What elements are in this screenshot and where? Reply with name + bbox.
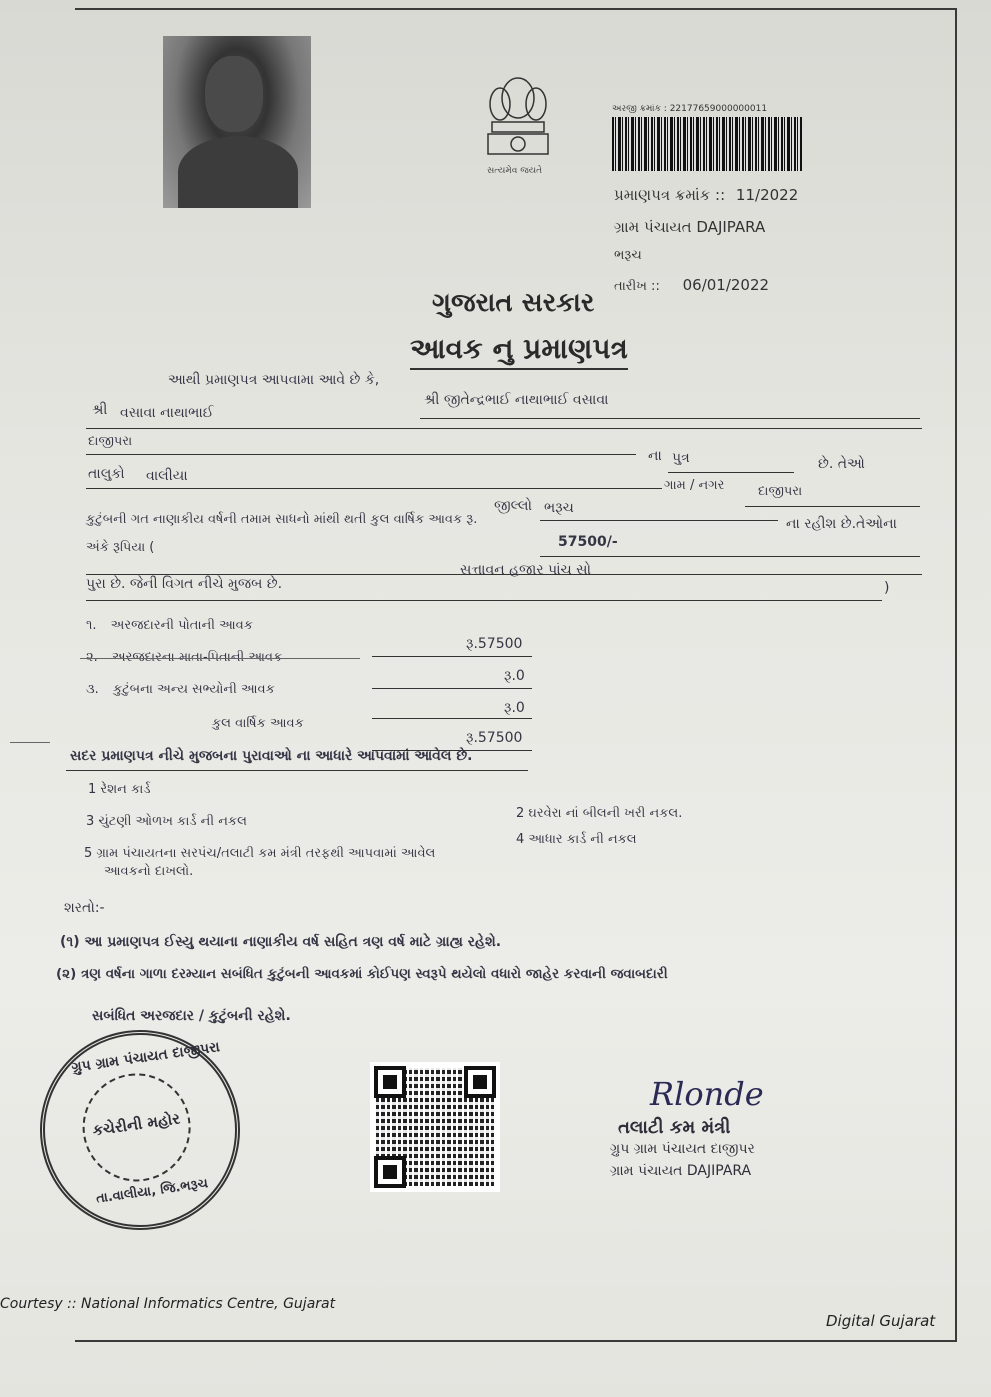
applicant-name: શ્રી જીતેન્દ્રભાઈ નાથાભાઈ વસાવા bbox=[424, 392, 609, 408]
details-text: પુરા છે. જેની વિગત નીચે મુજબ છે. bbox=[86, 576, 283, 592]
father-name: વસાવા નાથાભાઈ bbox=[120, 405, 214, 421]
barcode-block bbox=[612, 104, 802, 171]
evidence-item: 1 રેશન કાર્ડ bbox=[88, 782, 151, 797]
barcode bbox=[612, 117, 802, 171]
evidence-item: આવકનો દાખલો. bbox=[104, 864, 194, 879]
family-income-text: કુટુંબની ગત નાણાકીય વર્ષની તમામ સાધનો માંથી થતી કુલ વાર્ષિક આવક રૂ. bbox=[86, 512, 478, 527]
footer-brand: Digital Gujarat bbox=[826, 1312, 936, 1330]
evidence-item: 2 ઘરવેરા નાં બીલની ખરી નકલ. bbox=[516, 806, 683, 821]
intro-text: આથી પ્રમાણપત્ર આપવામા આવે છે કે, bbox=[168, 372, 380, 388]
margin-mark bbox=[10, 742, 50, 743]
words-underline bbox=[86, 574, 922, 575]
certificate-title: આવક નુ પ્રમાણપત્ર bbox=[410, 332, 628, 370]
signatory-line-3: ગ્રામ પંચાયત DAJIPARA bbox=[610, 1163, 752, 1179]
income-total-label: કુલ વાર્ષિક આવક bbox=[212, 716, 304, 731]
income-underline bbox=[372, 718, 532, 719]
cert-no: 11/2022 bbox=[735, 186, 799, 204]
na-label: ના bbox=[648, 448, 662, 464]
income-label: કુટુંબના અન્ય સભ્યોની આવક bbox=[112, 682, 275, 697]
gam-name: દાજીપરા bbox=[758, 484, 803, 499]
gam-underline bbox=[745, 506, 920, 507]
applicant-photo bbox=[163, 36, 311, 208]
qr-code bbox=[370, 1062, 500, 1192]
term-2: (૨) ત્રણ વર્ષના ગાળા દરમ્યાન સબંધિત કુટુંબની આવકમાં કોઈપણ સ્વરૂપે થયેલો વધારો જાહેર કરવાની જવાબદારી bbox=[56, 966, 668, 982]
barcode-label: અરજી ક્રમાંક : 22177659000000011 bbox=[612, 104, 768, 114]
income-value: રૂ.0 bbox=[504, 668, 525, 684]
village-underline bbox=[86, 454, 636, 455]
photo-face bbox=[205, 56, 263, 132]
evidence-item: 3 ચુંટણી ઓળખ કાર્ડ ની નકલ bbox=[86, 814, 247, 829]
income-label: અરજદારના માતા-પિતાની આવક bbox=[111, 650, 283, 665]
seal-bottom-text: તા.વાલીયા, જિ.ભરૂચ bbox=[95, 1176, 209, 1207]
total-income: 57500/- bbox=[558, 534, 618, 550]
evidence-heading: સદર પ્રમાણપત્ર નીચે મુજબના પુરાવાઓ ના આધારે આપવામાં આવેલ છે. bbox=[70, 748, 473, 764]
evidence-item: 4 આધાર કાર્ડ ની નકલ bbox=[516, 832, 637, 847]
close-paren: ) bbox=[884, 580, 890, 596]
evidence-underline bbox=[66, 770, 528, 771]
income-no: ૧. bbox=[86, 618, 97, 633]
national-emblem-icon bbox=[478, 70, 558, 180]
date-label: તારીખ :: bbox=[614, 279, 660, 294]
taluka-name: વાલીયા bbox=[146, 468, 188, 484]
cert-no-label: પ્રમાણપત્ર ક્રમાંક :: bbox=[614, 186, 726, 204]
issue-date: 06/01/2022 bbox=[682, 276, 770, 294]
taluka-underline bbox=[86, 488, 662, 489]
term-1: (૧) આ પ્રમાણપત્ર ઈસ્યુ થયાના નાણાકીય વર્ષ સહિત ત્રણ વર્ષ માટે ગ્રાહ્ય રહેશે. bbox=[60, 934, 502, 950]
terms-heading: શરતો:- bbox=[64, 900, 105, 916]
seal-center-text: કચેરીની મહોર bbox=[91, 1109, 182, 1140]
photo-body bbox=[178, 136, 298, 208]
strike-rule bbox=[80, 658, 360, 659]
panchayat-name: ગ્રામ પંચાયત DAJIPARA bbox=[614, 218, 766, 236]
total-underline bbox=[540, 556, 920, 557]
income-underline bbox=[372, 656, 532, 657]
income-underline bbox=[372, 688, 532, 689]
income-label: અરજદારની પોતાની આવક bbox=[110, 618, 253, 633]
jillo-name: ભરૂચ bbox=[544, 500, 574, 516]
income-no: ૩. bbox=[86, 682, 99, 697]
na-rahish-text: ના રહીશ છે.તેઓના bbox=[786, 516, 897, 532]
seal-outer-text: ગ્રુપ ગ્રામ પંચાયત દાજીપરા bbox=[70, 1039, 221, 1076]
term-2-cont: સબંધિત અરજદાર / કુટુંબની રહેશે. bbox=[92, 1008, 291, 1024]
footer-courtesy: Courtesy :: National Informatics Centre, Gujarat bbox=[0, 1296, 336, 1312]
evidence-item: 5 ગ્રામ પંચાયતના સરપંચ/તલાટી કમ મંત્રી તરફથી આપવામાં આવેલ bbox=[84, 846, 436, 861]
jillo-label: જીલ્લો bbox=[494, 498, 532, 514]
applicant-underline bbox=[420, 418, 920, 419]
government-title: ગુજરાત સરકાર bbox=[432, 288, 595, 318]
relation: પુત્ર bbox=[672, 450, 690, 466]
qr-finder bbox=[464, 1066, 496, 1098]
signatory-title: તલાટી કમ મંત્રી bbox=[618, 1117, 731, 1138]
signatory-line-2: ગ્રુપ ગ્રામ પંચાયત દાજીપર bbox=[610, 1141, 755, 1157]
relation-underline bbox=[668, 472, 794, 473]
village-name: દાજીપરા bbox=[88, 434, 133, 449]
amount-in-words: સત્તાવન હજાર પાંચ સો bbox=[460, 562, 592, 578]
income-value: રૂ.0 bbox=[504, 700, 525, 716]
signature: Rlonde bbox=[650, 1075, 764, 1113]
taluka-label: તાલુકો bbox=[88, 466, 125, 482]
income-value: રૂ.57500 bbox=[466, 636, 523, 652]
gam-label: ગામ / નગર bbox=[664, 478, 725, 493]
jillo-underline bbox=[540, 520, 778, 521]
income-row-1 bbox=[86, 618, 253, 633]
shri-label: શ્રી bbox=[92, 402, 108, 418]
certificate-number-row bbox=[614, 186, 798, 204]
income-row-3 bbox=[86, 682, 275, 697]
emblem-caption: સત્યમેવ જયતે bbox=[487, 166, 543, 176]
date-row bbox=[614, 276, 769, 294]
details-underline bbox=[86, 600, 882, 601]
akshare-label: અંકે રૂપિયા ( bbox=[86, 540, 155, 555]
income-no: ૨. bbox=[86, 650, 98, 665]
che-teo-label: છે. તેઓ bbox=[818, 456, 865, 472]
qr-finder bbox=[374, 1156, 406, 1188]
qr-finder bbox=[374, 1066, 406, 1098]
district-name: ભરૂચ bbox=[614, 248, 642, 263]
father-underline bbox=[86, 428, 922, 429]
income-total-value: રૂ.57500 bbox=[466, 730, 523, 746]
